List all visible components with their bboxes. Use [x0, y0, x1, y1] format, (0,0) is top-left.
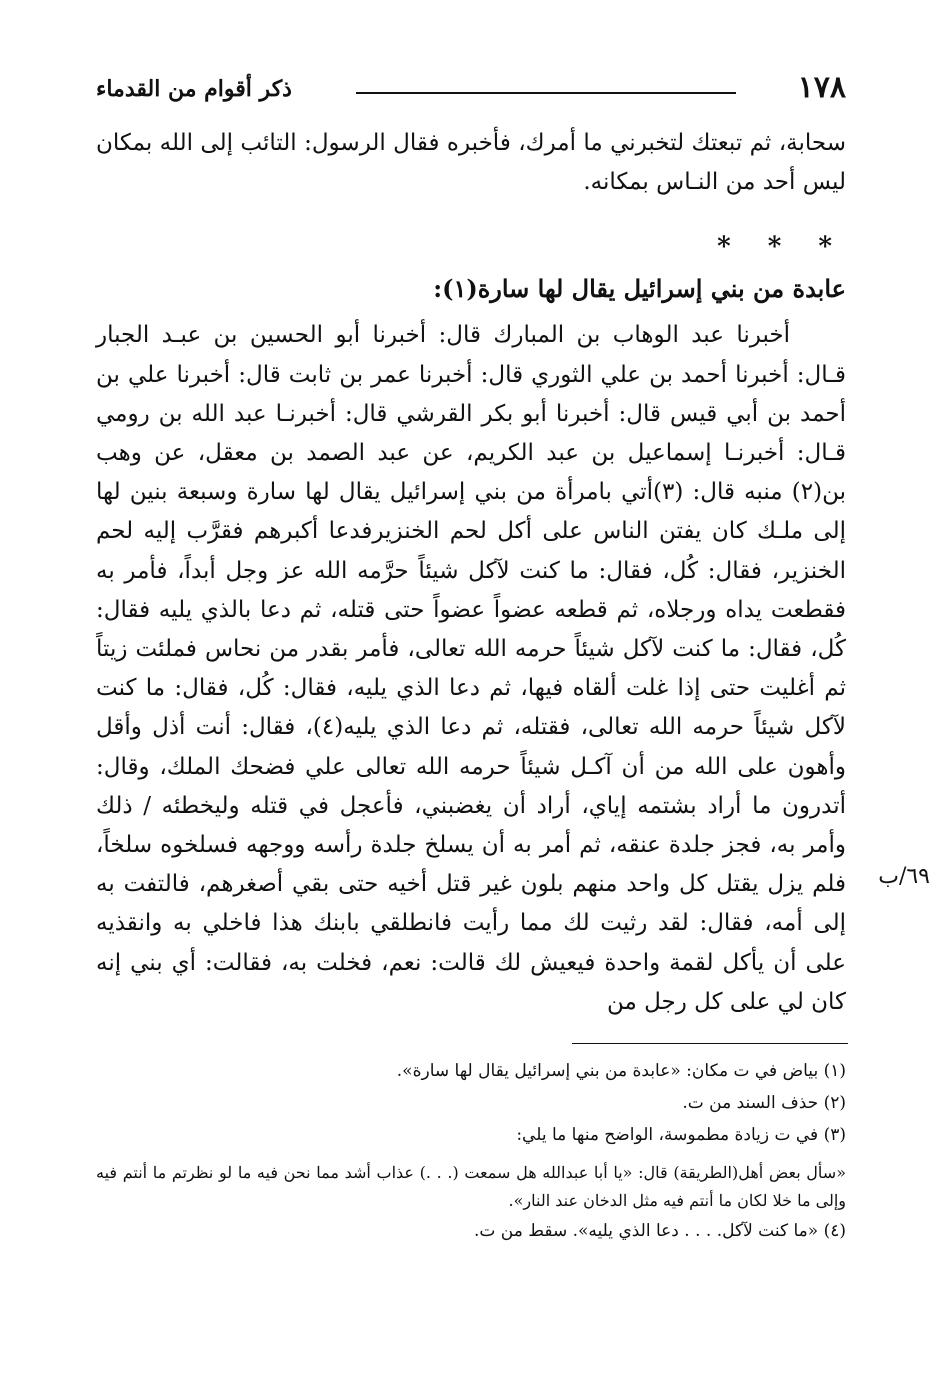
main-paragraph: أخبرنا عبد الوهاب بن المبارك قال: أخبرنا أبو الحسين بن عبـد الجبار قـال: أخبرنا أحمد بن علي الثوري قال: أخبرنا عمر بن ثابت قال: أخبرنا علي بن أحمد بن أبي قيس قال: أخبرنا أبو بكر القرشي قال: أخبرنـا عبد الله بن رومي قـال: أخبرنـا إسماعيل بن عبد الكريم، عن عبد الصمد بن معقل، عن وهب بن(٢) منبه قال: (٣)أتي بامرأة من بني إسرائيل يقال لها سارة وسبعة بنين لها إلى ملـك كان يفتن الناس على أكل لحم الخنزيرفدعا أكبرهم فقرَّب إليه لحم الخنزير، فقال: كُل، فقال: ما كنت لآكل شيئاً حرَّمه الله عز وجل أبداً، فأمر به فقطعت يداه ورجلاه، ثم قطعه عضواً عضواً حتى قتله، ثم دعا بالذي يليه فقال: كُل، فقال: ما كنت لآكل شيئاً حرمه الله تعالى، فأمر بقدر من نحاس فملئت زيتاً ثم أغليت حتى إذا غلت ألقاه فيها، ثم دعا الذي يليه، فقال: كُل، فقال: ما كنت لآكل شيئاً حرمه الله تعالى، فقتله، ثم دعا الذي يليه(٤)، فقال: أنت أذل وأقل وأهون على الله من أن آكـل شيئاً حرمه الله تعالى علي فضحك الملك، وقال: أتدرون ما أراد بشتمه إياي، أراد أن يغضبني، فأعجل في قتله وليخطئه / ذلك وأمر به، فجز جلدة عنقه، ثم أمر به أن يسلخ جلدة رأسه ووجهه فسلخوه سلخاً، فلم يزل يقتل كل واحد منهم بلون غير قتل أخيه حتى بقي أصغرهم، فالتفت به إلى أمه، فقال: لقد رثيت لك مما رأيت فانطلقي بابنك هذا فاخلي به وانقذيه على أن يأكل لقمة واحدة فيعيش لك قالت: نعم، فخلت به، فقالت: أي بني إنه كان لي على كل رجل من [96, 322, 847, 1015]
footnote-3-quote: «سأل بعض أهل(الطريقة) قال: «يا أبا عبدالله هل سمعت (. . .) عذاب أشد مما نحن فيه ما لو نظرتم ما أنتم فيه وإلى ما خلا لكان ما أنتم فيه مثل الدخان عند النار». [96, 1163, 847, 1210]
page-header [96, 68, 846, 112]
running-title: ذكر أقوام من القدماء [96, 76, 292, 102]
footnote-1: (١) بياض في ت مكان: «عابدة من بني إسرائيل يقال لها سارة». [396, 1061, 846, 1081]
footnote-3: (٣) في ت زيادة مطموسة، الواضح منها ما يلي: [516, 1125, 846, 1145]
main-text [96, 124, 846, 1022]
section-separator: * * * [717, 232, 846, 263]
footnote-2: (٢) حذف السند من ت. [682, 1093, 846, 1113]
margin-folio-note: ٦٩/ب [878, 864, 930, 889]
footnotes [96, 1055, 846, 1247]
page-number: ١٧٨ [797, 70, 846, 105]
section-heading: عابدة من بني إسرائيل يقال لها سارة(١): [433, 274, 846, 304]
intro-paragraph: سحابة، ثم تبعتك لتخبرني ما أمرك، فأخبره فقال الرسول: التائب إلى الله بمكان ليس أحد من النـاس بمكانه. [96, 130, 846, 196]
footnote-4: (٤) «ما كنت لآكل. . . . دعا الذي يليه». سقط من ت. [473, 1221, 846, 1241]
header-rule [356, 92, 736, 94]
footnote-rule [572, 1043, 848, 1044]
